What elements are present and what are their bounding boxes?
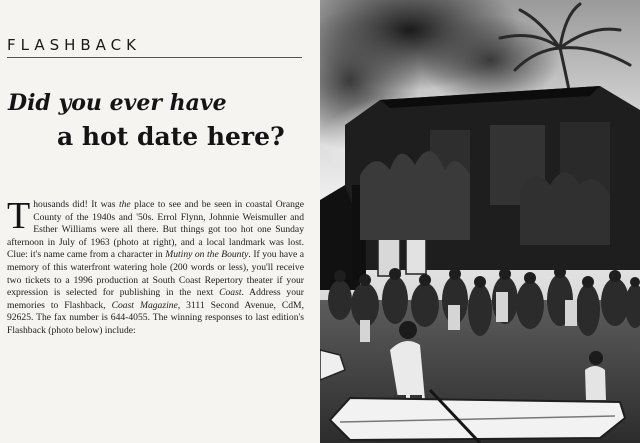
article-text-4: . Address your memories to Flashback,: [7, 287, 304, 311]
section-rule: [7, 57, 302, 58]
article-text-2: place to see and be seen in coastal Orange County of the 1940s and '50s. Errol Flynn, Johnnie Weismuller and Esther Williams were all there. But things got too hot one Sunday afternoon in July of 1963 (photo at right), and a local landmark was lost. Clue: it's name came from a character in: [7, 199, 304, 261]
headline-line-1: Did you ever have: [8, 90, 227, 116]
fire-photo: [320, 0, 640, 443]
drop-cap: T: [7, 195, 31, 237]
article-text-1: housands did! It was: [33, 199, 119, 210]
article-text-5: , 3111 Second Avenue, CdM, 92625. The fax number is 644-4055. The winning responses to last edition's Flashback (photo below) include:: [7, 299, 304, 336]
headline-line-2: a hot date here?: [57, 122, 285, 151]
article-emphasis-2: Mutiny on the Bounty: [165, 249, 249, 261]
article-text-3: . If you have a memory of this waterfront watering hole (200 words or less), you'll receive two tickets to a 1996 production at South Coast Repertory theater if your expression is selected for publishing in the next: [7, 249, 304, 299]
article-emphasis-3: Coast: [219, 287, 242, 299]
article-body: [7, 195, 304, 338]
section-label: FLASHBACK: [7, 36, 141, 54]
article-emphasis-1: the: [118, 199, 131, 210]
article-emphasis-4: Coast Magazine: [111, 299, 178, 311]
